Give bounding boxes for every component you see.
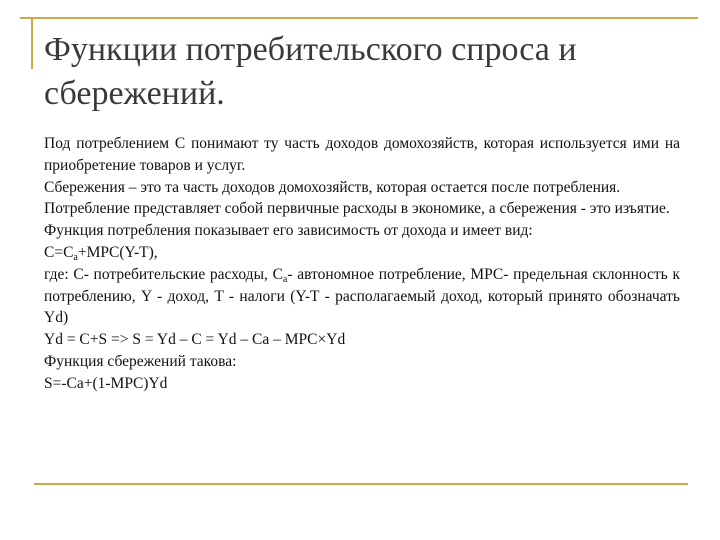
- corner-accent-line: [31, 17, 33, 69]
- paragraph-consumption-role: Потребление представляет собой первичные расходы в экономике, а сбережения - это изъятие.: [44, 200, 670, 218]
- paragraph-consumption-function: Функция потребления показывает его зависимость от дохода и имеет вид:: [44, 222, 533, 240]
- paragraph-where-definitions: [44, 264, 680, 329]
- formula-consumption-part-b: +MPC(Y-T),: [77, 243, 158, 261]
- paragraph-savings-function: Функция сбережений такова:: [44, 352, 237, 370]
- title-line-2: сбережений.: [44, 75, 225, 112]
- paragraph-savings-definition: Сбережения – это та часть доходов домохозяйств, которая остается после потребления.: [44, 178, 621, 196]
- paragraph-consumption-definition: Под потреблением С понимают ту часть доходов домохозяйств, которая используется ими на приобретение товаров и услуг.: [44, 135, 680, 174]
- formula-consumption-part-a: C=C: [44, 243, 74, 261]
- slide-body: [44, 133, 680, 395]
- top-rule: [20, 17, 698, 19]
- formula-savings: S=-Ca+(1-MPC)Yd: [44, 374, 168, 392]
- formula-consumption-subscript: a: [73, 251, 78, 263]
- where-part-a: где: С- потребительские расходы, С: [44, 265, 283, 283]
- where-part-b: - автономное потребление, МРС- предельная склонность к потреблению, Y - доход, T - налоги (Y-T - располагаемый доход, который принято обозначать Yd): [44, 265, 680, 327]
- slide-title: [44, 28, 694, 116]
- where-subscript: a: [282, 273, 288, 285]
- formula-consumption: [44, 242, 680, 264]
- formula-savings-derivation: Yd = C+S => S = Yd – C = Yd – Ca – MPC×Yd: [44, 331, 346, 349]
- bottom-rule: [34, 483, 688, 485]
- title-line-1: Функции потребительского спроса и: [44, 31, 577, 68]
